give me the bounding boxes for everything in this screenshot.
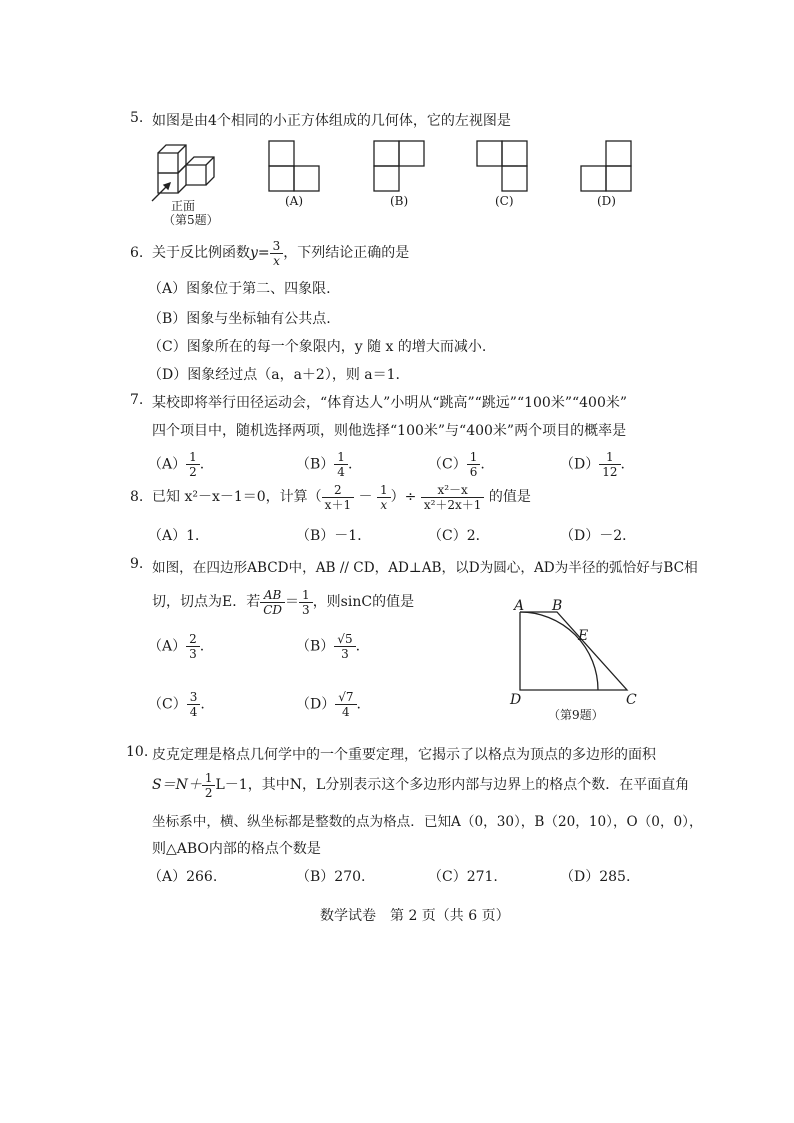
- q5-option-d-label: (D): [597, 194, 616, 208]
- q5-option-d-figure: [580, 140, 632, 192]
- q9-option-b-num: √5: [334, 632, 355, 647]
- q6-stem: [152, 238, 409, 268]
- q5-option-b-figure: [373, 140, 425, 192]
- q7-option-d-label: （D）: [560, 456, 600, 473]
- q7-option-d-den: 12: [602, 465, 618, 479]
- q8-fraction-1: [322, 483, 354, 512]
- q6-option-b: （B）图象与坐标轴有公共点.: [148, 311, 331, 327]
- q7-option-c: （C） $\frac{1}{6}$ .: [428, 450, 485, 479]
- q8-option-c: （C）2．: [428, 528, 490, 544]
- q7-option-b-label: （B）: [296, 456, 335, 473]
- q10-line2-pre: S＝N＋: [152, 777, 202, 793]
- q8-stem-post: 的值是: [488, 489, 531, 505]
- q8-f3-num: x²－x: [421, 483, 485, 498]
- q7-option-b-fraction: [334, 450, 348, 479]
- q10-line3: 坐标系中，横、纵坐标都是整数的点为格点．已知A（0，30），B（20，10），O（0，0），: [152, 814, 703, 830]
- page-footer: 数学试卷 第 2 页（共 6 页）: [320, 908, 510, 924]
- q9-option-c-label: （C）: [148, 696, 187, 713]
- q8-stem-pre: 已知 x²－x－1＝0，计算: [152, 489, 308, 505]
- q9-line1: 如图，在四边形ABCD中，AB // CD，AD⊥AB，以D为圆心，AD为半径的弧恰好与BC相: [152, 560, 698, 576]
- q6-stem-pre: 关于反比例函数: [152, 245, 250, 261]
- q8-option-a: （A）1．: [148, 528, 210, 544]
- q6-option-d: （D）图象经过点（a，a＋2），则 a＝1.: [148, 367, 400, 383]
- q9-ratio-fraction: [260, 588, 285, 617]
- q9-option-c-fraction: [187, 690, 201, 719]
- q8-option-b: （B）－1．: [296, 528, 372, 544]
- q9-ratio-value-fraction: [299, 588, 313, 617]
- q9-point-b: B: [552, 598, 563, 614]
- q5-option-a-label: (A): [285, 194, 304, 208]
- q6-stem-post: ，下列结论正确的是: [283, 245, 410, 261]
- q5-option-c-figure: [476, 140, 528, 192]
- q7-option-d: （D） $\frac{1}{12}$ .: [560, 450, 625, 479]
- q9-option-a: （A） $\frac{2}{3}$ .: [148, 632, 205, 661]
- q9-option-a-fraction: [186, 632, 200, 661]
- q6-option-a: （A）图象位于第二、四象限.: [148, 281, 331, 297]
- q9-option-d-label: （D）: [296, 696, 336, 713]
- q9-option-d-fraction: [335, 690, 356, 719]
- q10-line1: 皮克定理是格点几何学中的一个重要定理，它揭示了以格点为顶点的多边形的面积: [152, 747, 656, 763]
- q10-option-a: （A）266.: [148, 869, 218, 885]
- q9-option-a-label: （A）: [148, 638, 187, 655]
- q10-line4: 则△ABO内部的格点个数是: [152, 841, 321, 857]
- q6-func-lhs: y: [250, 245, 258, 261]
- q9-option-a-den: 3: [189, 647, 197, 661]
- q7-line1: 某校即将举行田径运动会，“体育达人”小明从“跳高”“跳远”“100米”“400米”: [152, 395, 628, 411]
- q5-option-a-figure: [268, 140, 320, 192]
- q10-option-b: （B）270.: [296, 869, 366, 885]
- q7-option-d-num: 1: [599, 450, 620, 465]
- q10-line2: [152, 768, 689, 802]
- q7-line2: 四个项目中，随机选择两项，则他选择“100米”与“400米”两个项目的概率是: [152, 423, 627, 439]
- q7-option-c-num: 1: [467, 450, 481, 465]
- q5-front-label: 正面: [171, 199, 196, 213]
- q8-fraction-2: [377, 483, 391, 512]
- q10-half-num: 1: [202, 771, 216, 786]
- q8-f3-den: x²＋2x＋1: [423, 497, 482, 512]
- q10-half-fraction: [202, 771, 216, 800]
- q9-ratio-eq: ＝: [285, 594, 300, 610]
- q9-ratio-num: AB: [260, 588, 285, 603]
- q6-func-den: x: [273, 253, 280, 268]
- q8-f1-num: 2: [322, 483, 354, 498]
- q9-point-d: D: [510, 692, 522, 708]
- q7-option-c-den: 6: [469, 465, 478, 479]
- q9-point-e: E: [578, 628, 589, 644]
- q9-option-b-label: （B）: [296, 638, 335, 655]
- q9-line2-post: ，则sinC的值是: [312, 594, 415, 610]
- q8-f2-den: x: [380, 497, 388, 512]
- q8-stem: 已知 x²－x－1＝0，计算（ $\frac{2}{x+1}$ － $\frac{1}{x}$ ）÷ $\frac{\text{x²－x}}{\text{x²＋2x＋1}}$ 的值是: [152, 482, 531, 512]
- q5-option-b-label: (B): [390, 194, 409, 208]
- q8-f1-den: x＋1: [324, 497, 352, 512]
- q5-number: 5.: [130, 110, 144, 126]
- q9-caption: （第9题）: [548, 708, 604, 722]
- q10-option-c: （C）271.: [428, 869, 498, 885]
- q7-option-b-den: 4: [337, 465, 345, 479]
- q10-line2-post: L－1，其中N，L分别表示这个多边形内部与边界上的格点个数．在平面直角: [215, 777, 690, 793]
- q9-ratio-value-den: 3: [302, 602, 310, 617]
- q7-option-a-fraction: [186, 450, 200, 479]
- q9-point-a: A: [514, 598, 525, 614]
- q7-option-d-fraction: [599, 450, 620, 479]
- q7-option-a-label: （A）: [148, 456, 187, 473]
- q6-option-c: （C）图象所在的每一个象限内，y 随 x 的增大而减小.: [148, 339, 487, 355]
- q7-option-a: （A） $\frac{1}{2}$ .: [148, 450, 205, 479]
- q10-number: 10.: [126, 744, 149, 760]
- q8-div: ÷: [404, 489, 417, 505]
- q5-caption: （第5题）: [163, 213, 219, 227]
- q9-option-d: （D） $\frac{√7}{4}$ .: [296, 690, 361, 719]
- q9-ratio-den: CD: [263, 602, 283, 617]
- q10-option-d: （D）285.: [560, 869, 631, 885]
- q7-option-c-fraction: [467, 450, 481, 479]
- q9-quadrilateral-figure: [505, 600, 635, 700]
- q6-func-num: 3: [270, 239, 284, 254]
- q8-option-d: （D）－2．: [560, 528, 637, 544]
- q7-number: 7.: [130, 392, 144, 408]
- q9-option-d-num: √7: [335, 690, 356, 705]
- q9-option-a-num: 2: [186, 632, 200, 647]
- q6-func-fraction: [270, 239, 284, 268]
- q6-number: 6.: [130, 245, 144, 261]
- q8-fraction-3: [421, 483, 485, 512]
- q7-option-a-den: 2: [189, 465, 197, 479]
- q7-option-c-label: （C）: [428, 456, 467, 473]
- q5-stem: 如图是由4个相同的小正方体组成的几何体，它的左视图是: [152, 113, 511, 129]
- q9-option-b: （B） $\frac{√5}{3}$ .: [296, 632, 361, 661]
- q9-number: 9.: [130, 556, 144, 572]
- q9-option-c-den: 4: [189, 705, 198, 719]
- q9-option-b-fraction: [334, 632, 355, 661]
- q9-line2: [152, 585, 414, 619]
- q9-option-d-den: 4: [342, 705, 350, 719]
- q10-half-den: 2: [204, 785, 213, 800]
- q9-option-c-num: 3: [187, 690, 201, 705]
- q8-f2-num: 1: [377, 483, 391, 498]
- q7-option-b-num: 1: [334, 450, 348, 465]
- q9-option-c: （C） $\frac{3}{4}$ .: [148, 690, 205, 719]
- q9-point-c: C: [626, 692, 637, 708]
- q5-option-c-label: (C): [495, 194, 514, 208]
- q7-option-a-num: 1: [186, 450, 200, 465]
- q9-ratio-value-num: 1: [299, 588, 313, 603]
- q9-line2-pre: 切，切点为E．若: [152, 594, 261, 610]
- q8-number: 8.: [130, 489, 144, 505]
- q6-func-eq: =: [257, 245, 270, 261]
- q8-minus: －: [358, 489, 373, 505]
- q9-option-b-den: 3: [341, 647, 349, 661]
- q7-option-b: （B） $\frac{1}{4}$ .: [296, 450, 353, 479]
